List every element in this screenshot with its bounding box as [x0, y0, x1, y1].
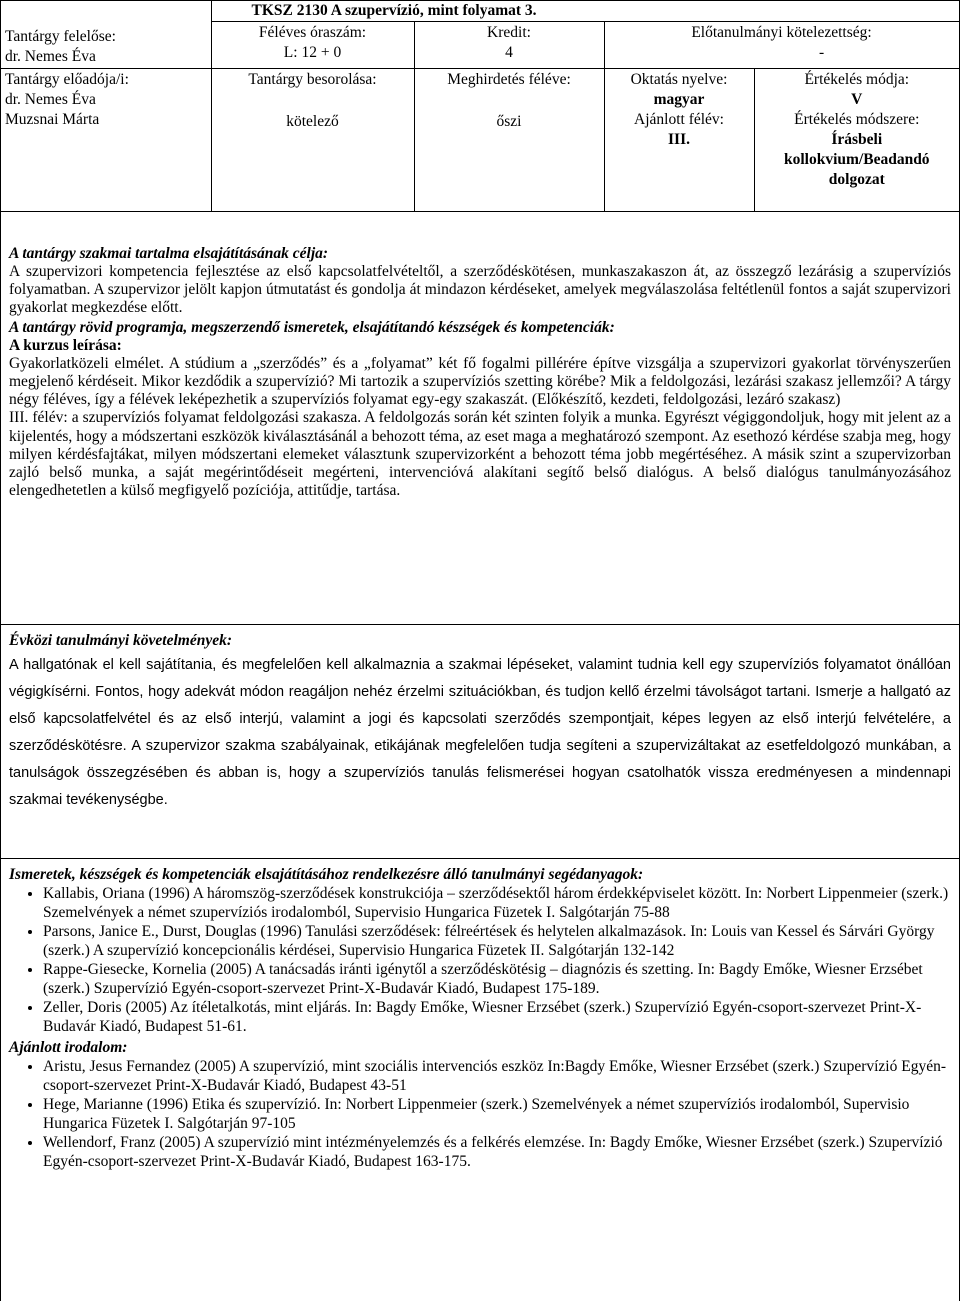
- evkozi-text: A hallgatónak el kell sajátítania, és megfelelően kell alkalmaznia a szakmai lépéseket, valamint tudnia kell egy szupervíziós folyamatot önállóan végigkísérni. Fontos, hogy adekvát módon reagáljon nehéz érzelmi szituációkban, és tudjon kellő érzelmi távolságot tartani. Ismerje a hallgató az első kapcsolatfelvétel és az első interjú, valamint a jogi és kapcsolati szerződés szempontjait, képes legyen az első interjú felvételére, a szerződéskötésre. A szupervizor szakma szabályainak, etikájának megfelelően tudja segíteni a szupervizáltakat az esetfeldolgozó munkában, a tanulságok összegzésében és abban is, hogy a szupervíziós tanulás felismerései hogyan csatolhatók vissza eredményesen a mindennapi szakmai tevékenységbe.: [9, 657, 951, 808]
- oraszam-label: Féléves óraszám:: [258, 24, 367, 41]
- ajanlott-item: • Wellendorf, Franz (2005) A szupervízió mint intézményelemzés és a felkérés elemzése. In: Bagdy Emőke, Wiesner Erzsébet (szerk.) Szupervízió Egyén-csoport-szervezet Print-X-Budavár Kiadó, Budapest 163-175.: [43, 1133, 951, 1171]
- nyelv-cell: [604, 69, 754, 212]
- eloado-cell: [1, 69, 211, 212]
- eloado-value-2: Muzsnai Márta: [5, 111, 100, 128]
- felelos-cell: [1, 1, 211, 69]
- program-heading: A tantárgy rövid programja, megszerzendő ismeretek, elsajátítandó készségek és kompetenciák:: [9, 318, 615, 336]
- eloado-value-1: dr. Nemes Éva: [5, 91, 96, 108]
- elotan-value: -: [818, 44, 825, 61]
- elotan-cell: [604, 22, 959, 69]
- kredit-label: Kredit:: [487, 24, 531, 41]
- evkozi-heading: Évközi tanulmányi követelmények:: [9, 632, 233, 649]
- ajanlott-value: III.: [668, 131, 690, 148]
- oraszam-cell: [211, 22, 414, 69]
- cel-text: A szupervizori kompetencia fejlesztése az első kapcsolatfelvételtől, a szerződéskötésen, munkaszakaszon át, az összegző lezárásig a szupervíziós folyamatban. A szupervizor jelölt kapjon útmutatást és gondolja át mindazon kérdéseket, amelyek megválaszolása feltétlenül fontos a saját szupervizori gyakorlat megkezdése előtt.: [9, 263, 951, 317]
- segedanyag-item: • Parsons, Janice E., Durst, Douglas (1996) Tanulási szerződések: félreértések és helytelen alkalmazások. In: Louis van Kessel és Sárvári György (szerk.) A szupervízió koncepcionális kérdései, Supervisio Hungarica Füzetek II. Salgótarján 132-142: [43, 922, 951, 960]
- program-section: [1, 236, 959, 500]
- nyelv-value: magyar: [653, 91, 705, 108]
- ajanlott-label: Ajánlott félév:: [634, 111, 724, 128]
- felelos-label: Tantárgy felelőse:: [5, 28, 116, 45]
- nyelv-label: Oktatás nyelve:: [630, 71, 728, 88]
- meghirdetes-label: Meghirdetés féléve:: [447, 71, 571, 88]
- elotan-label: Előtanulmányi kötelezettség:: [691, 24, 872, 41]
- kurzus-leiras-heading: A kurzus leírása:: [9, 336, 122, 354]
- ertekeles-modja-value: V: [851, 91, 863, 108]
- cel-heading: A tantárgy szakmai tartalma elsajátításának célja:: [9, 245, 329, 262]
- segedanyag-item: • Kallabis, Oriana (1996) A háromszög-szerződések konstrukciója – szerződésektől három érdekképviselet között. In: Norbert Lippenmeier (szerk.) Szemelvények a német szupervíziós irodalomból, Supervisio Hungarica Füzetek I. Salgótarján 75-88: [43, 884, 951, 922]
- evkozi-section: [1, 624, 959, 814]
- kredit-cell: [414, 22, 604, 69]
- course-title: TKSZ 2130 A szupervízió, mint folyamat 3.: [211, 1, 959, 22]
- program-text-1: Gyakorlatközeli elmélet. A stúdium a „szerződés” és a „folyamat” két fő fogalmi pillérére építve vizsgálja a szupervizori gyakorlat törvényszerűen megjelenő kérdéseit. Mikor kezdődik a szupervízió? Mi tartozik a szupervíziós szetting körébe? Mik a feldolgozási, lezárási szakasz jellemzői? A tárgy négy féléves, így a félévek leképezhetik a szupervíziós folyamat egy-egy szakaszát. (Előkészítő, kezdeti, feldolgozási, lezáró szakasz): [9, 354, 951, 409]
- segedanyag-heading: Ismeretek, készségek és kompetenciák elsajátításához rendelkezésre álló tanulmányi segédanyagok:: [9, 866, 644, 883]
- besorolas-value: kötelező: [286, 113, 339, 130]
- segedanyag-list: [9, 884, 951, 1036]
- ajanlott-item: • Hege, Marianne (1996) Etika és szupervízió. In: Norbert Lippenmeier (szerk.) Szemelvények a német szupervíziós irodalomból, Supervisio Hungarica Füzetek I. Salgótarján 97-105: [43, 1095, 951, 1133]
- segedanyag-item: • Zeller, Doris (2005) Az ítéletalkotás, mint eljárás. In: Bagdy Emőke, Wiesner Erzsébet (szerk.) Szupervízió Egyén-csoport-szervezet Print-X-Budavár Kiadó, Budapest 51-61.: [43, 998, 951, 1036]
- meghirdetes-cell: [414, 69, 604, 212]
- besorolas-cell: [211, 69, 414, 212]
- felelos-value: dr. Nemes Éva: [5, 48, 96, 65]
- oraszam-value: L: 12 + 0: [283, 44, 342, 61]
- ertekeles-cell: [754, 69, 959, 212]
- besorolas-label: Tantárgy besorolása:: [248, 71, 377, 88]
- eloado-label: Tantárgy előadója/i:: [5, 71, 129, 88]
- program-text-2: III. félév: a szupervíziós folyamat feldolgozási szakasza. A feldolgozás során két szinten folyik a munka. Egyrészt végiggondoljuk, hogy mit jelent az a kijelentés, hogy a módszertani eszközök kiválasztásánál a behozott téma, az eset maga a meghatározó szempont. Az esethozó kérdése szabja meg, hogy milyen kérdésfajtákat, milyen módszertani elemeket választunk szupervizorként a behozott téma jobb megértéséhez. A másik szint a szupervizorban zajló belső munka, a saját megérintődéseit megérteni, intervencióvá alakítani segítő belső dialógus. A belső dialógus tanulmányozásához elengedhetetlen a külső megfigyelő pozíciója, attitűdje, tartása.: [9, 409, 951, 500]
- ertekeles-modja-label: Értékelés módja:: [804, 71, 910, 88]
- ajanlott-heading: Ajánlott irodalom:: [9, 1039, 128, 1056]
- course-info-table: [1, 0, 960, 212]
- ertekeles-modszere-label: Értékelés módszere:: [794, 111, 920, 128]
- segedanyag-item: • Rappe-Giesecke, Kornelia (2005) A tanácsadás iránti igénytől a szerződéskötésig – diagnózis és szetting. In: Bagdy Emőke, Wiesner Erzsébet (szerk.) Szupervízió Egyén-csoport-szervezet Print-X-Budavár Kiadó, Budapest 175-189.: [43, 960, 951, 998]
- kredit-value: 4: [505, 44, 513, 61]
- ajanlott-item: • Aristu, Jesus Fernandez (2005) A szupervízió, mint szociális intervenciós eszköz In:Bagdy Emőke, Wiesner Erzsébet (szerk.) Szupervízió Egyén-csoport-szervezet Print-X-Budavár Kiadó, Budapest 43-51: [43, 1057, 951, 1095]
- segedanyag-section: [1, 858, 959, 1171]
- meghirdetes-value: őszi: [496, 113, 522, 130]
- ajanlott-list: [9, 1057, 951, 1171]
- ertekeles-modszere-value: Írásbeli kollokvium/Beadandó dolgozat: [783, 131, 930, 188]
